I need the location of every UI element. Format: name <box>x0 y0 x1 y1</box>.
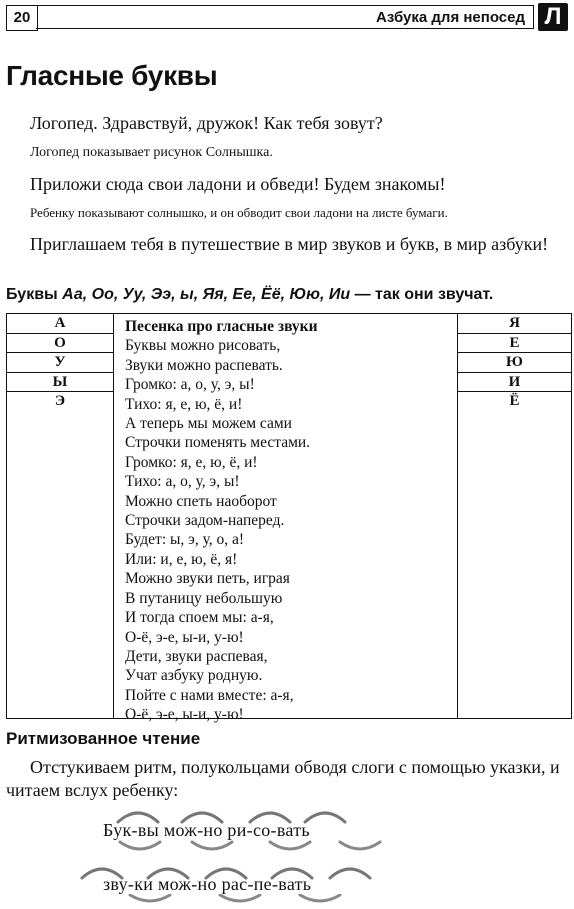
song-line: Будет: ы, э, у, о, а! <box>125 531 245 549</box>
vowel-cell: О <box>7 334 113 354</box>
page-header <box>6 5 568 31</box>
page-number: 20 <box>6 5 38 31</box>
running-title: Азбука для непосед <box>36 5 534 29</box>
song-line: Буквы можно рисовать, <box>125 337 281 355</box>
song-line: В путаницу небольшую <box>125 589 283 607</box>
song-line: Можно спеть наоборот <box>125 492 277 510</box>
paragraph-greeting: Логопед. Здравствуй, дружок! Как тебя зовут? <box>30 113 383 133</box>
song-line: Тихо: я, е, ю, ё, и! <box>125 395 243 413</box>
syllable-arcs-bottom-2 <box>100 894 480 908</box>
letters-list: Аа, Оо, Уу, Ээ, ы, Яя, Ее, Ёё, Юю, Ии <box>62 286 351 303</box>
song-line: И тогда споем мы: а-я, <box>125 609 274 627</box>
section-heading-rhythm: Ритмизованное чтение <box>6 729 201 748</box>
rhythm-line-2: зву-ки мож-но рас-пе-вать <box>103 874 312 894</box>
song-line: Учат азбуку родную. <box>125 667 263 685</box>
song-line: Или: и, е, ю, ё, я! <box>125 550 238 568</box>
paragraph-rhythm-instruction: Отстукиваем ритм, полукольцами обводя слоги с помощью указки, и читаем вслух ребенку: <box>6 757 560 800</box>
song-title: Песенка про гласные звуки <box>125 318 318 335</box>
vowel-cell: Я <box>458 314 571 334</box>
song-line: Тихо: а, о, у, э, ы! <box>125 473 240 491</box>
letters-intro <box>6 286 493 304</box>
right-vowels-column <box>457 314 571 718</box>
left-vowels-column <box>7 314 114 718</box>
section-letter-badge: Л <box>538 3 568 31</box>
vowel-cell: Ё <box>509 393 520 409</box>
paragraph-instruction-2: Ребенку показывают солнышко, и он обводит свои ладони на листе бумаги. <box>30 205 448 220</box>
vowel-cell: Е <box>458 334 571 354</box>
syllable-arcs-bottom-1 <box>100 840 480 856</box>
song-line: Громко: я, е, ю, ё, и! <box>125 453 258 471</box>
song-line: Строчки задом-наперед. <box>125 512 285 530</box>
vowel-song-table <box>6 313 572 724</box>
vowel-cell: Ы <box>7 373 113 393</box>
song-line: А теперь мы можем сами <box>125 415 292 433</box>
vowel-cell: И <box>458 373 571 393</box>
paragraph-invitation: Приложи сюда свои ладони и обведи! Будем знакомы! <box>30 174 446 194</box>
song-line: Звуки можно распевать. <box>125 356 283 374</box>
song-line: Пойте с нами вместе: а-я, <box>125 686 294 704</box>
vowel-cell: Ю <box>458 353 571 373</box>
song-line: О-ё, э-е, ы-и, у-ю! <box>125 706 244 724</box>
page-title: Гласные буквы <box>6 60 218 91</box>
letters-intro-prefix: Буквы <box>6 286 63 303</box>
paragraph-journey: Приглашаем тебя в путешествие в мир звуков и букв, в мир азбуки! <box>30 234 549 254</box>
letters-intro-suffix: — так они звучат. <box>350 286 494 303</box>
song-text <box>125 317 455 725</box>
vowel-cell: А <box>7 314 113 334</box>
vowel-cell: Э <box>54 393 66 409</box>
rhythm-line-1: Бук-вы мож-но ри-со-вать <box>103 820 310 840</box>
song-line: Можно звуки петь, играя <box>125 570 290 588</box>
song-line: Громко: а, о, у, э, ы! <box>125 376 255 394</box>
song-line: Строчки поменять местами. <box>125 434 311 452</box>
song-line: О-ё, э-е, ы-и, у-ю! <box>125 628 244 646</box>
song-line: Дети, звуки распевая, <box>125 647 268 665</box>
paragraph-instruction-1: Логопед показывает рисунок Солнышка. <box>30 145 273 160</box>
vowel-cell: У <box>7 353 113 373</box>
